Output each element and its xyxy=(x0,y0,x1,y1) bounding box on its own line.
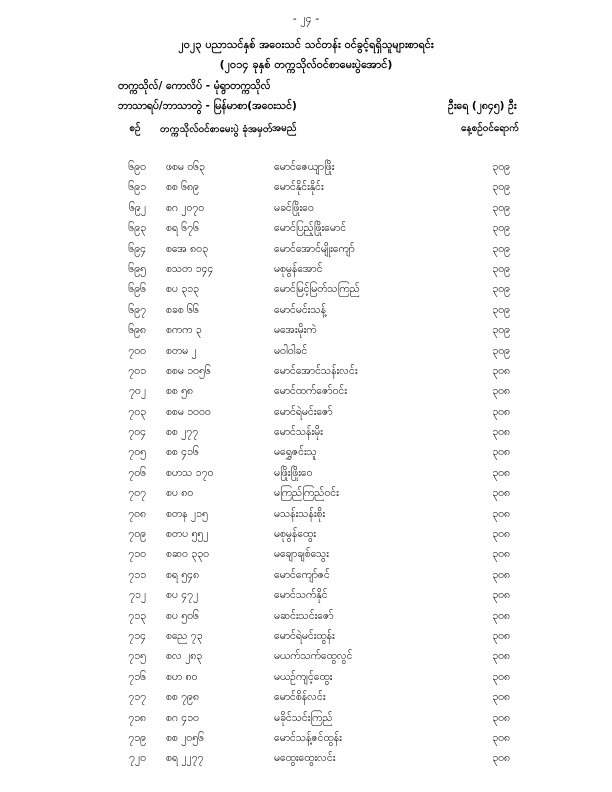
entry-date: ၃၀၈ xyxy=(492,609,510,622)
roll-number: ဖစမ ၀၆၃ xyxy=(166,161,205,173)
entry-date: ၃၀၈ xyxy=(492,446,510,459)
table-row xyxy=(0,403,612,423)
roll-number: စတမ ၂ xyxy=(166,344,197,357)
student-name: မောင်နိုင်းနိုင်း xyxy=(274,181,324,194)
page-number: - ၂၄ - xyxy=(292,12,320,25)
entry-date: ၃၀၈ xyxy=(492,691,510,704)
roll-number: စလ ၂၈၃ xyxy=(166,650,203,663)
row-number: ၆၉၄ xyxy=(128,242,146,255)
table-row xyxy=(0,382,612,402)
roll-number: စပ ၈၀ xyxy=(166,487,194,500)
entry-date: ၃၀၉ xyxy=(492,201,510,214)
table-row xyxy=(0,321,612,341)
student-name: မောင်ဇေယျာဖြိုး xyxy=(274,161,335,173)
student-name: မချောချစ်သွေး xyxy=(274,548,329,561)
roll-number: စပ ၅၀၆ xyxy=(166,609,199,622)
row-number: ၇၀၅ xyxy=(128,446,146,459)
table-row xyxy=(0,505,612,525)
row-number: ၇၁၂ xyxy=(129,589,146,602)
row-number: ၇၀၁ xyxy=(128,364,146,377)
student-name: မယဉ်ကျင့်ထွေး xyxy=(274,670,333,683)
roll-number: စဂ ၂၀၇၀ xyxy=(166,201,205,214)
entry-date: ၃၀၉ xyxy=(492,161,510,173)
row-number: ၇၀၀ xyxy=(128,344,146,357)
table-row xyxy=(0,688,612,708)
roll-number: စစမ ၁၀၅၆ xyxy=(166,364,211,377)
row-number: ၇၀၈ xyxy=(128,507,146,520)
entry-date: ၃၀၈ xyxy=(492,589,510,602)
row-number: ၆၉၅ xyxy=(128,262,146,275)
roll-number: စတန ၂၁၅ xyxy=(166,507,208,520)
row-number: ၇၀၇ xyxy=(128,487,146,500)
entry-date: ၃၀၈ xyxy=(492,650,510,663)
table-row xyxy=(0,280,612,300)
row-number: ၇၁၉ xyxy=(128,731,146,744)
row-number: ၇၁၃ xyxy=(128,609,146,622)
roll-number: စပ ၃၁၃ xyxy=(166,283,199,296)
roll-number: စရ ၅၄၈ xyxy=(166,568,200,581)
row-number: ၇၂၀ xyxy=(129,752,146,765)
table-row xyxy=(0,301,612,321)
entry-date: ၃၀၈ xyxy=(492,629,510,642)
column-header-roll: တက္ကသိုလ်ဝင်စာမေးပွဲ ခုံအမှတ် xyxy=(160,124,273,135)
entry-date: ၃၀၈ xyxy=(492,528,510,541)
row-number: ၇၀၄ xyxy=(128,426,146,439)
row-number: ၇၁၇ xyxy=(128,691,146,704)
roll-number: စပ ၄၇၂ xyxy=(166,589,199,602)
total-count-label: ဦးရေ (၂၈၄၅) ဦး xyxy=(448,100,517,112)
entry-date: ၃၀၉ xyxy=(492,344,510,357)
student-name: မစုမွန်ထွေး xyxy=(274,528,316,541)
table-row xyxy=(0,423,612,443)
row-number: ၆၉၇ xyxy=(128,303,146,316)
student-name: မထွေးထွေးလင်း xyxy=(274,752,336,765)
roll-number: စစ ၇၉၈ xyxy=(166,691,199,704)
student-name: မဖြိုးဖြိုးဝေ xyxy=(274,466,313,479)
row-number: ၇၀၃ xyxy=(128,405,146,418)
row-number: ၆၉၀ xyxy=(128,161,146,173)
student-name: မောင်သန့်ဇင်ထွန်း xyxy=(274,731,342,744)
roll-number: စညေ ၇၃ xyxy=(166,629,203,642)
student-name: မရွှေဇင်းသူ xyxy=(274,446,317,459)
student-name: မောင်ရဲမင်းထွန်း xyxy=(274,629,335,642)
table-row xyxy=(0,240,612,260)
row-number: ၇၁၅ xyxy=(128,650,146,663)
entry-date: ၃၀၈ xyxy=(492,731,510,744)
table-row xyxy=(0,647,612,667)
entry-date: ၃၀၈ xyxy=(492,568,510,581)
student-name: မခင်ဖြိုးဝေ xyxy=(274,201,314,214)
document-title: ၂၀၂၃ ပညာသင်နှစ် အဝေးသင် သင်တန်း ဝင်ခွင့်ရရှိသူများစာရင်း xyxy=(178,38,434,51)
row-number: ၇၁၄ xyxy=(128,629,146,642)
table-row xyxy=(0,566,612,586)
table-row xyxy=(0,342,612,362)
entry-date: ၃၀၉ xyxy=(492,283,510,296)
table-row xyxy=(0,709,612,729)
row-number: ၇၀၉ xyxy=(128,528,146,541)
course-label: ဘာသာရပ်/ဘာသာတွဲ - မြန်မာစာ(အဝေးသင်) xyxy=(118,100,297,112)
student-name: မသန်းသန်းစိုး xyxy=(274,507,326,520)
student-name: မောင်ရဲမင်းဇော် xyxy=(274,405,333,418)
roll-number: စစ ၄၁၆ xyxy=(166,446,199,459)
entry-date: ၃၀၉ xyxy=(492,222,510,235)
table-row xyxy=(0,443,612,463)
student-name: မောင်ကျော်ဇင် xyxy=(274,568,330,581)
table-row xyxy=(0,729,612,749)
roll-number: စရ ၂၂၇၇ xyxy=(166,752,204,765)
table-row xyxy=(0,586,612,606)
roll-number: စရ ၆၇၆ xyxy=(166,222,199,235)
roll-number: စကက ၃ xyxy=(166,324,202,337)
document-subtitle: (၂၀၁၄ ခုနှစ် တက္ကသိုလ်ဝင်စာမေးပွဲအောင်) xyxy=(219,58,393,71)
student-name: မဝါဝါခင် xyxy=(274,344,308,357)
roll-number: စစ ၅၈ xyxy=(166,385,194,398)
student-name: မောင်ထက်ဇော်ဝင်း xyxy=(274,385,347,398)
roll-number: စဂ ၄၁၀ xyxy=(166,711,199,724)
table-row xyxy=(0,362,612,382)
entry-date: ၃၀၉ xyxy=(492,324,510,337)
row-number: ၇၀၂ xyxy=(129,385,146,398)
student-name: မောင်ပြည့်ဖြိုးမောင် xyxy=(274,222,347,235)
table-row xyxy=(0,484,612,504)
student-list xyxy=(0,158,612,770)
roll-number: စစ ၂၀၅၆ xyxy=(166,731,205,744)
roll-number: စတပ ၅၅၂ xyxy=(166,528,209,541)
entry-date: ၃၀၈ xyxy=(492,507,510,520)
row-number: ၆၉၆ xyxy=(128,283,146,296)
table-row xyxy=(0,158,612,178)
table-row xyxy=(0,607,612,627)
student-name: မအေးမိုးကဲ xyxy=(274,324,317,337)
entry-date: ၃၀၈ xyxy=(492,670,510,683)
roll-number: စသတ ၁၄၄ xyxy=(166,262,214,275)
row-number: ၆၉၁ xyxy=(128,181,146,194)
column-header-date: နေ့စဉ်ဝင်ရောက် xyxy=(460,123,519,134)
roll-number: စစမ ၁၀၀၀ xyxy=(166,405,211,418)
student-name: မခိုင်သင်းကြည် xyxy=(274,711,333,724)
student-name: မယက်သက်ထွေလွင် xyxy=(274,650,353,663)
student-name: မောင်စိန်လင်း xyxy=(274,691,326,704)
row-number: ၆၉၈ xyxy=(128,324,146,337)
entry-date: ၃၀၈ xyxy=(492,364,510,377)
student-name: မောင်မင်းသန့် xyxy=(274,303,326,316)
entry-date: ၃၀၉ xyxy=(492,242,510,255)
table-row xyxy=(0,668,612,688)
row-number: ၇၁၆ xyxy=(128,670,146,683)
roll-number: စစ ၆၈၉ xyxy=(166,181,199,194)
student-name: မဆင်းသင်းဇော် xyxy=(274,609,334,622)
row-number: ၇၁၈ xyxy=(128,711,146,724)
roll-number: စအေ ၈၀၃ xyxy=(166,242,208,255)
roll-number: စဟသ ၁၇၀ xyxy=(166,466,214,479)
table-row xyxy=(0,260,612,280)
student-name: မောင်မြင့်မြတ်သကြည် xyxy=(274,283,360,296)
entry-date: ၃၀၉ xyxy=(492,181,510,194)
column-header-name: အမည် xyxy=(272,123,297,134)
entry-date: ၃၀၈ xyxy=(492,711,510,724)
university-label: တက္ကသိုလ်/ ကောလိပ် - မုံရွာတက္ကသိုလ် xyxy=(118,80,271,92)
row-number: ၇၁၁ xyxy=(128,568,146,581)
table-row xyxy=(0,749,612,769)
table-row xyxy=(0,178,612,198)
entry-date: ၃၀၈ xyxy=(492,752,510,765)
student-name: မစုမွန်အောင် xyxy=(274,262,323,275)
entry-date: ၃၀၈ xyxy=(492,385,510,398)
table-row xyxy=(0,627,612,647)
entry-date: ၃၀၈ xyxy=(492,405,510,418)
row-number: ၆၉၂ xyxy=(129,201,146,214)
table-row xyxy=(0,545,612,565)
entry-date: ၃၀၈ xyxy=(492,487,510,500)
roll-number: စခစ ၆၆ xyxy=(166,303,199,316)
row-number: ၆၉၃ xyxy=(128,222,146,235)
roll-number: စဟ ၈၀ xyxy=(166,670,198,683)
entry-date: ၃၀၈ xyxy=(492,426,510,439)
table-row xyxy=(0,525,612,545)
row-number: ၇၀၆ xyxy=(128,466,146,479)
entry-date: ၃၀၈ xyxy=(492,548,510,561)
table-row xyxy=(0,199,612,219)
entry-date: ၃၀၉ xyxy=(492,303,510,316)
entry-date: ၃၀၈ xyxy=(492,466,510,479)
roll-number: စဆဝ ၃၃၀ xyxy=(166,548,210,561)
roll-number: စစ ၂၇၇ xyxy=(166,426,199,439)
table-row xyxy=(0,219,612,239)
row-number: ၇၁၀ xyxy=(128,548,146,561)
student-name: မောင်သက်နိုင် xyxy=(274,589,328,602)
student-name: မောင်အောင်မျိုးကျော် xyxy=(274,242,355,255)
entry-date: ၃၀၉ xyxy=(492,262,510,275)
student-name: မကြည်ကြည်ဝင်း xyxy=(274,487,339,500)
student-name: မောင်အောင်သန်းလင်း xyxy=(274,364,358,377)
column-header-number: စဉ် xyxy=(129,123,141,134)
student-name: မောင်သန်းမိုး xyxy=(274,426,323,439)
table-row xyxy=(0,464,612,484)
